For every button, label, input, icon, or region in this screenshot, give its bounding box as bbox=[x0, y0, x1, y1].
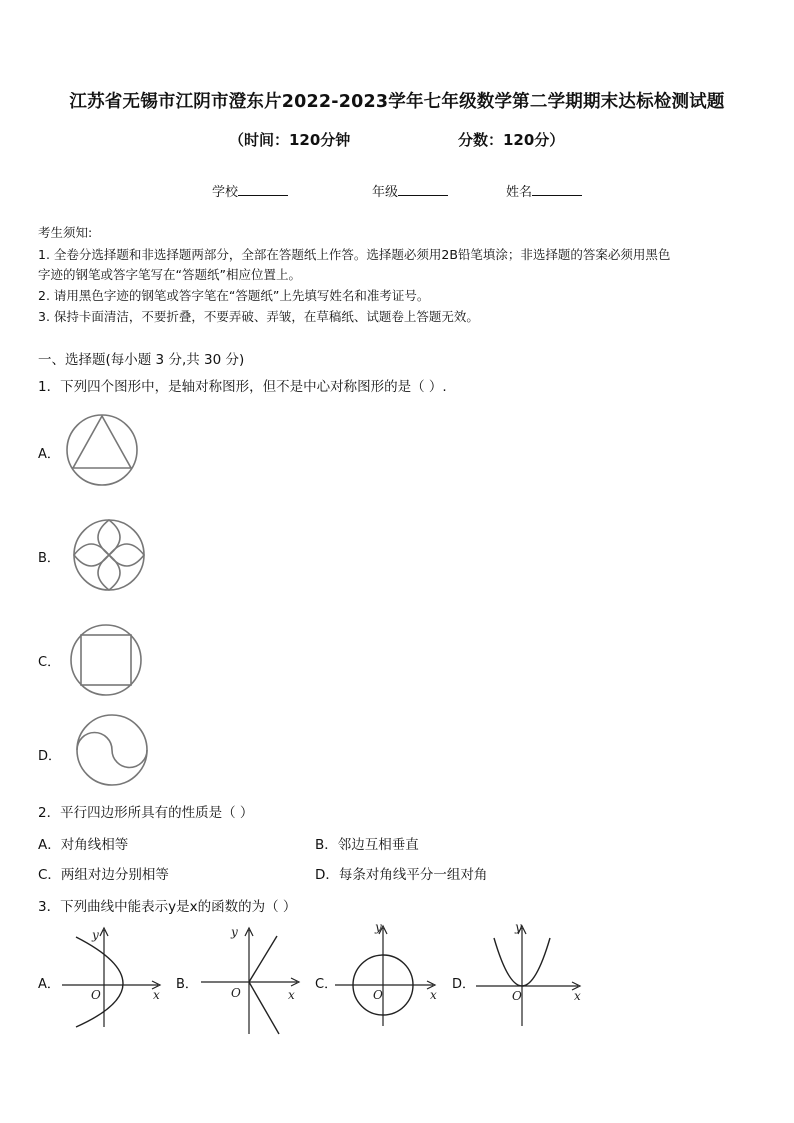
x-axis-label: x bbox=[430, 988, 437, 1002]
notice-item: 3. 保持卡面清洁，不要折叠，不要弄破、弄皱，在草稿纸、试题卷上答题无效。 bbox=[38, 309, 479, 324]
origin-label: O bbox=[373, 988, 383, 1002]
grade-label: 年级 bbox=[372, 185, 399, 200]
q2-option-c[interactable]: C．两组对边分别相等 bbox=[38, 867, 169, 883]
school-label: 学校 bbox=[212, 185, 239, 200]
x-axis-label: x bbox=[153, 988, 160, 1002]
notice-item: 1. 全卷分选择题和非选择题两部分，全部在答题纸上作答。选择题必须用2B铅笔填涂；非选择题的答案必须用黑色 bbox=[38, 247, 671, 262]
upward-parabola-graph bbox=[474, 918, 586, 1030]
origin-label: O bbox=[231, 986, 241, 1000]
q1-option-b-label[interactable]: B． bbox=[38, 551, 60, 566]
notice-heading: 考生须知: bbox=[38, 225, 93, 240]
question-1-stem: 1．下列四个图形中，是轴对称图形，但不是中心对称图形的是（ ）. bbox=[38, 379, 447, 395]
q3-option-b-label[interactable]: B． bbox=[176, 977, 198, 992]
grade-field[interactable] bbox=[372, 181, 448, 200]
q1-option-a-label[interactable]: A． bbox=[38, 447, 60, 462]
q3-option-a-label[interactable]: A． bbox=[38, 977, 60, 992]
exam-title: 江苏省无锡市江阴市澄东片2022-2023学年七年级数学第二学期期末达标检测试题 bbox=[69, 92, 725, 112]
x-axis-label: x bbox=[288, 988, 295, 1002]
section-heading: 一、选择题(每小题 3 分,共 30 分) bbox=[38, 352, 245, 368]
origin-label: O bbox=[91, 988, 101, 1002]
circle-inscribed-square-icon bbox=[70, 624, 142, 696]
school-blank[interactable] bbox=[238, 183, 288, 196]
circle-four-petals-icon bbox=[73, 519, 145, 591]
origin-label: O bbox=[512, 989, 522, 1003]
circle-graph bbox=[333, 918, 445, 1028]
intersecting-lines-graph bbox=[199, 922, 309, 1037]
name-label: 姓名 bbox=[506, 185, 533, 200]
y-axis-label: y bbox=[515, 920, 522, 934]
x-axis-label: x bbox=[574, 989, 581, 1003]
q1-option-d-label[interactable]: D． bbox=[38, 749, 62, 764]
q1-option-c-label[interactable]: C． bbox=[38, 655, 61, 670]
question-3-stem: 3．下列曲线中能表示y是x的函数的为（ ） bbox=[38, 899, 297, 915]
question-2-stem: 2．平行四边形所具有的性质是（ ） bbox=[38, 805, 254, 821]
notice-item: 字迹的钢笔或答字笔写在“答题纸”相应位置上。 bbox=[38, 267, 301, 282]
notice-item: 2. 请用黑色字迹的钢笔或答字笔在“答题纸”上先填写姓名和准考证号。 bbox=[38, 288, 430, 303]
q2-option-b[interactable]: B．邻边互相垂直 bbox=[315, 837, 419, 853]
y-axis-label: y bbox=[375, 920, 382, 934]
q2-option-a[interactable]: A．对角线相等 bbox=[38, 837, 129, 853]
exam-time: （时间：120分钟 bbox=[229, 131, 351, 149]
exam-score: 分数：120分） bbox=[458, 131, 565, 149]
name-field[interactable] bbox=[506, 181, 582, 200]
sideways-parabola-graph bbox=[60, 922, 170, 1032]
school-field[interactable] bbox=[212, 181, 288, 200]
circle-s-curve-icon bbox=[76, 714, 148, 786]
y-axis-label: y bbox=[92, 928, 99, 942]
q3-option-c-label[interactable]: C． bbox=[315, 977, 338, 992]
y-axis-label: y bbox=[231, 925, 238, 939]
name-blank[interactable] bbox=[532, 183, 582, 196]
grade-blank[interactable] bbox=[398, 183, 448, 196]
circle-inscribed-triangle-icon bbox=[66, 414, 138, 486]
q3-option-d-label[interactable]: D． bbox=[452, 977, 476, 992]
q2-option-d[interactable]: D．每条对角线平分一组对角 bbox=[315, 867, 488, 883]
